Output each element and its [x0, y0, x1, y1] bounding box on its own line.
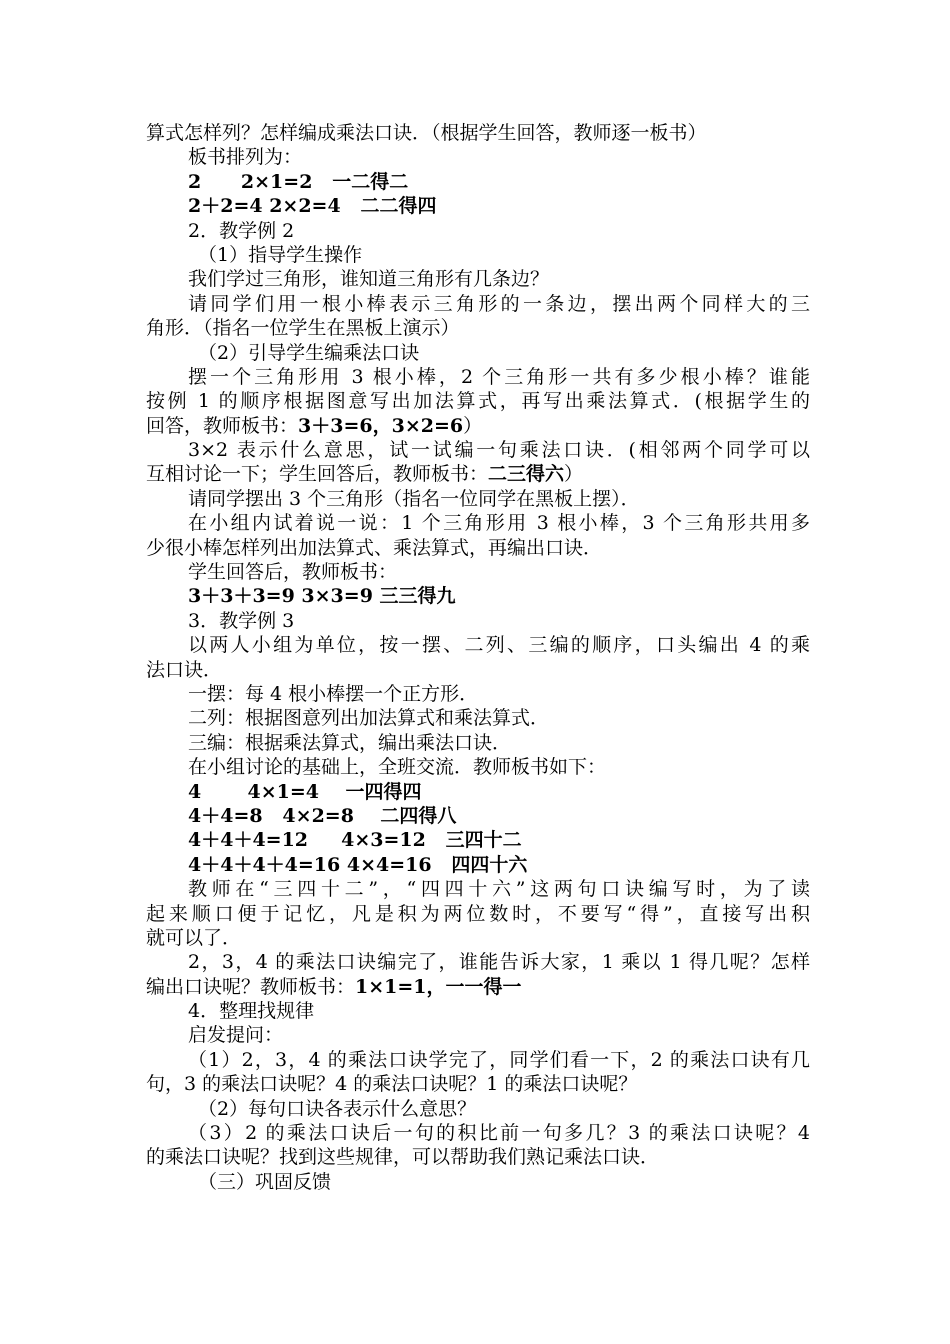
question-line: （3）2 的乘法口诀后一句的积比前一句多几？3 的乘法口诀呢？4 — [188, 1122, 810, 1145]
paragraph-line: 启发提问： — [188, 1024, 284, 1047]
section-heading: （三）巩固反馈 — [198, 1170, 332, 1193]
paragraph-line: 学生回答后，教师板书： — [188, 561, 398, 584]
subsection-heading: （2）引导学生编乘法口诀 — [198, 341, 420, 364]
subsection-heading: （1）指导学生操作 — [198, 243, 363, 266]
paragraph-text: 互相讨论一下；学生回答后，教师板书： — [146, 463, 489, 486]
section-heading: 3．教学例 3 — [188, 609, 295, 632]
paragraph-text: 编出口诀呢？教师板书： — [146, 975, 356, 998]
paragraph-line: 按例 1 的顺序根据图意写出加法算式，再写出乘法算式．(根据学生的 — [146, 390, 810, 413]
paragraph-line: 3×2 表示什么意思，试一试编一句乘法口诀．(相邻两个同学可以 — [188, 439, 810, 462]
paragraph-line: 摆一个三角形用 3 根小棒，2 个三角形一共有多少根小棒？谁能 — [188, 365, 810, 388]
paragraph-line: 二列：根据图意列出加法算式和乘法算式． — [188, 707, 550, 730]
paragraph-line — [146, 462, 810, 486]
paragraph-line: 少很小棒怎样列出加法算式、乘法算式，再编出口诀． — [146, 536, 603, 559]
question-line: 句，3 的乘法口诀呢？4 的乘法口诀呢？1 的乘法口诀呢？ — [146, 1073, 638, 1096]
paragraph-line: 请同学们用一根小棒表示三角形的一条边，摆出两个同样大的三 — [188, 292, 810, 315]
board-formula-line: 4＋4＋4=12 4×3=12 三四十二 — [188, 829, 522, 852]
document-body — [146, 121, 810, 1194]
paragraph-text: ） — [564, 463, 584, 486]
paragraph-text: 回答，教师板书： — [146, 414, 299, 437]
paragraph-line: 算式怎样列？怎样编成乘法口诀．（根据学生回答，教师逐一板书） — [146, 122, 707, 144]
board-formula-line: 4＋4=8 4×2=8 二四得八 — [188, 804, 457, 827]
paragraph-line: 教师在“三四十二”，“四四十六”这两句口诀编写时，为了读 — [188, 878, 810, 901]
section-heading: 2．教学例 2 — [188, 219, 295, 242]
board-formula: 二三得六 — [488, 463, 565, 486]
board-formula-line: 4＋4＋4＋4=16 4×4=16 四四十六 — [188, 853, 528, 876]
paragraph-text: ） — [463, 414, 483, 437]
section-heading: 4．整理找规律 — [188, 1000, 315, 1023]
paragraph-line: 起来顺口便于记忆，凡是积为两位数时，不要写“得”，直接写出积 — [146, 902, 810, 925]
paragraph-line: 板书排列为： — [188, 146, 303, 169]
paragraph-line: 我们学过三角形，谁知道三角形有几条边？ — [188, 268, 550, 291]
paragraph-line: 三编：根据乘法算式，编出乘法口诀． — [188, 731, 512, 754]
paragraph-line: 一摆：每 4 根小棒摆一个正方形． — [188, 682, 479, 705]
question-line: （2）每句口诀各表示什么意思？ — [198, 1097, 477, 1120]
board-formula-line: 4 4×1=4 一四得四 — [188, 780, 422, 803]
paragraph-line — [146, 975, 810, 999]
paragraph-line: 请同学摆出 3 个三角形（指名一位同学在黑板上摆）． — [188, 487, 640, 510]
question-line: 的乘法口诀呢？找到这些规律，可以帮助我们熟记乘法口诀． — [146, 1146, 660, 1169]
board-formula-line: 2＋2=4 2×2=4 二二得四 — [188, 195, 437, 218]
paragraph-line: 法口诀． — [146, 658, 223, 681]
paragraph-line: 就可以了． — [146, 926, 242, 949]
paragraph-line: 在小组讨论的基础上，全班交流．教师板书如下： — [188, 756, 607, 779]
board-formula: 1×1=1，一一得一 — [355, 975, 522, 998]
paragraph-line: 以两人小组为单位，按一摆、二列、三编的顺序，口头编出 4 的乘 — [188, 634, 810, 657]
paragraph-line — [146, 414, 810, 438]
question-line: （1）2，3，4 的乘法口诀学完了，同学们看一下，2 的乘法口诀有几 — [188, 1048, 810, 1071]
board-formula: 3＋3=6，3×2=6 — [298, 414, 464, 437]
board-formula-line: 2 2×1=2 一二得二 — [188, 170, 409, 193]
paragraph-line: 2，3，4 的乘法口诀编完了，谁能告诉大家，1 乘以 1 得几呢？怎样 — [188, 951, 810, 974]
paragraph-line: 角形．（指名一位学生在黑板上演示） — [146, 317, 460, 340]
paragraph-line: 在小组内试着说一说：1 个三角形用 3 根小棒，3 个三角形共用多 — [188, 512, 810, 535]
board-formula-line: 3＋3＋3=9 3×3=9 三三得九 — [188, 585, 456, 608]
